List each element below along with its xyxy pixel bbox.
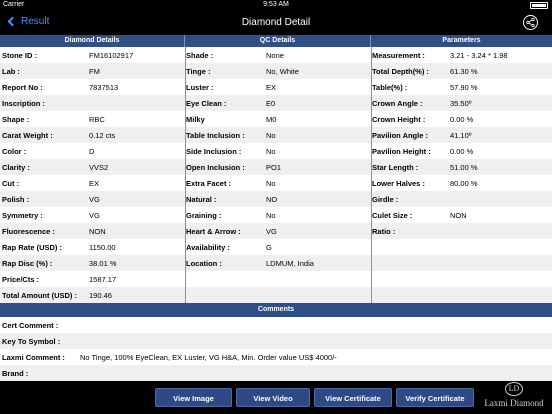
diamond-value: 1150.00	[89, 243, 116, 252]
params-label: Culet Size :	[372, 211, 413, 220]
qc-label: Luster :	[186, 83, 214, 92]
page-title: Diamond Detail	[241, 17, 311, 28]
table-row	[0, 223, 552, 239]
column-divider	[371, 47, 372, 303]
brand-label: Brand :	[2, 369, 29, 378]
diamond-label: Lab :	[2, 67, 20, 76]
laxmi-comment-label: Laxmi Comment :	[2, 353, 65, 362]
table-row	[0, 143, 552, 159]
params-value: 0.00 %	[450, 115, 474, 124]
diamond-label: Price/Cts :	[2, 275, 40, 284]
qc-label: Shade :	[186, 51, 214, 60]
diamond-value: VG	[89, 211, 100, 220]
table-row	[0, 79, 552, 95]
column-divider	[185, 47, 186, 303]
comment-row	[0, 333, 552, 349]
qc-value: PO1	[266, 163, 282, 172]
verify-certificate-button[interactable]: Verify Certificate	[396, 388, 474, 407]
carrier-label: Carrier	[3, 1, 25, 8]
params-value: NON	[450, 211, 467, 220]
qc-value: G	[266, 243, 272, 252]
view-image-button[interactable]: View Image	[155, 388, 232, 407]
qc-label: Natural :	[186, 195, 217, 204]
diamond-label: Carat Weight :	[2, 131, 53, 140]
table-row	[0, 47, 552, 63]
table-row	[0, 111, 552, 127]
qc-label: Eye Clean :	[186, 99, 227, 108]
qc-value: EX	[266, 83, 277, 92]
params-value: 80.00 %	[450, 179, 478, 188]
diamond-value: VG	[89, 195, 100, 204]
params-value: 0.00 %	[450, 147, 474, 156]
diamond-label: Fluorescence :	[2, 227, 55, 236]
qc-value: No	[266, 211, 276, 220]
comment-row	[0, 349, 552, 365]
qc-label: Heart & Arrow :	[186, 227, 241, 236]
params-label: Crown Angle :	[372, 99, 423, 108]
diamond-value: 0.12 cts	[89, 131, 116, 140]
battery-icon	[530, 2, 548, 9]
comments-section	[0, 317, 552, 379]
diamond-value: 7837513	[89, 83, 119, 92]
params-value: 35.50º	[450, 99, 472, 108]
back-label: Result	[21, 16, 50, 27]
qc-label: Milky	[186, 115, 205, 124]
diamond-label: Cut :	[2, 179, 20, 188]
diamond-value: 190.46	[89, 291, 112, 300]
laxmi-comment-value: No Tinge, 100% EyeClean, EX Luster, VG H&A, Min. Order value US$ 4000/-	[80, 353, 337, 362]
cert-comment-label: Cert Comment :	[2, 321, 59, 330]
diamond-details-header: Diamond Details	[0, 35, 185, 47]
qc-value: M0	[266, 115, 277, 124]
table-row	[0, 239, 552, 255]
logo-mark: LD	[505, 382, 523, 396]
qc-value: VG	[266, 227, 277, 236]
table-row	[0, 175, 552, 191]
params-label: Girdle :	[372, 195, 399, 204]
params-label: Table(%) :	[372, 83, 408, 92]
details-table	[0, 47, 552, 303]
diamond-value: EX	[89, 179, 100, 188]
qc-value: E0	[266, 99, 276, 108]
share-icon	[526, 18, 535, 27]
qc-label: Location :	[186, 259, 222, 268]
params-label: Pavilion Angle :	[372, 131, 428, 140]
view-video-button[interactable]: View Video	[236, 388, 310, 407]
diamond-value: 1587.17	[89, 275, 117, 284]
params-value: 41.10º	[450, 131, 472, 140]
diamond-label: Rap Disc (%) :	[2, 259, 53, 268]
qc-label: Extra Facet :	[186, 179, 232, 188]
params-label: Lower Halves :	[372, 179, 425, 188]
params-label: Total Depth(%) :	[372, 67, 429, 76]
qc-label: Side Inclusion :	[186, 147, 242, 156]
params-value: 51.00 %	[450, 163, 478, 172]
table-row	[0, 63, 552, 79]
share-button[interactable]	[523, 15, 538, 30]
diamond-value: 38.01 %	[89, 259, 117, 268]
diamond-label: Clarity :	[2, 163, 30, 172]
qc-value: NO	[266, 195, 278, 204]
table-row	[0, 287, 552, 303]
table-row	[0, 207, 552, 223]
diamond-label: Total Amount (USD) :	[2, 291, 77, 300]
diamond-label: Symmetry :	[2, 211, 43, 220]
qc-label: Graining :	[186, 211, 222, 220]
diamond-label: Polish :	[2, 195, 30, 204]
params-label: Ratio :	[372, 227, 396, 236]
table-row	[0, 127, 552, 143]
key-to-symbol-label: Key To Symbol :	[2, 337, 61, 346]
qc-label: Open Inclusion :	[186, 163, 245, 172]
table-row	[0, 159, 552, 175]
footer-toolbar	[0, 381, 552, 414]
qc-value: None	[266, 51, 284, 60]
status-time: 9:53 AM	[263, 1, 289, 8]
comment-row	[0, 365, 552, 381]
diamond-label: Stone ID :	[2, 51, 37, 60]
params-value: 3.21 - 3.24 * 1.98	[450, 51, 508, 60]
logo-name: Laxmi Diamond	[484, 398, 544, 408]
diamond-label: Color :	[2, 147, 27, 156]
status-bar	[0, 0, 552, 10]
table-row	[0, 255, 552, 271]
qc-value: No	[266, 179, 276, 188]
params-label: Star Length :	[372, 163, 419, 172]
table-row	[0, 191, 552, 207]
qc-value: LDMUM, India	[266, 259, 314, 268]
params-value: 57.90 %	[450, 83, 478, 92]
parameters-header: Parameters	[371, 35, 552, 47]
params-label: Measurement :	[372, 51, 425, 60]
diamond-value: FM16102917	[89, 51, 134, 60]
params-label: Crown Height :	[372, 115, 426, 124]
diamond-value: D	[89, 147, 95, 156]
diamond-label: Report No :	[2, 83, 43, 92]
comments-header: Comments	[0, 303, 552, 317]
qc-label: Tinge :	[186, 67, 211, 76]
brand-logo	[484, 382, 544, 412]
diamond-label: Shape :	[2, 115, 30, 124]
params-label: Pavilion Height :	[372, 147, 431, 156]
diamond-value: VVS2	[89, 163, 109, 172]
qc-value: No	[266, 147, 276, 156]
diamond-value: NON	[89, 227, 106, 236]
qc-label: Table Inclusion :	[186, 131, 245, 140]
table-row	[0, 271, 552, 287]
diamond-label: Inscription :	[2, 99, 45, 108]
navigation-bar	[0, 10, 552, 35]
qc-details-header: QC Details	[185, 35, 371, 47]
params-value: 61.30 %	[450, 67, 478, 76]
qc-value: No	[266, 131, 276, 140]
table-row	[0, 95, 552, 111]
diamond-label: Rap Rate (USD) :	[2, 243, 63, 252]
view-certificate-button[interactable]: View Certificate	[314, 388, 392, 407]
diamond-value: FM	[89, 67, 100, 76]
qc-label: Availability :	[186, 243, 230, 252]
qc-value: No, White	[266, 67, 299, 76]
comment-row	[0, 317, 552, 333]
diamond-value: RBC	[89, 115, 105, 124]
